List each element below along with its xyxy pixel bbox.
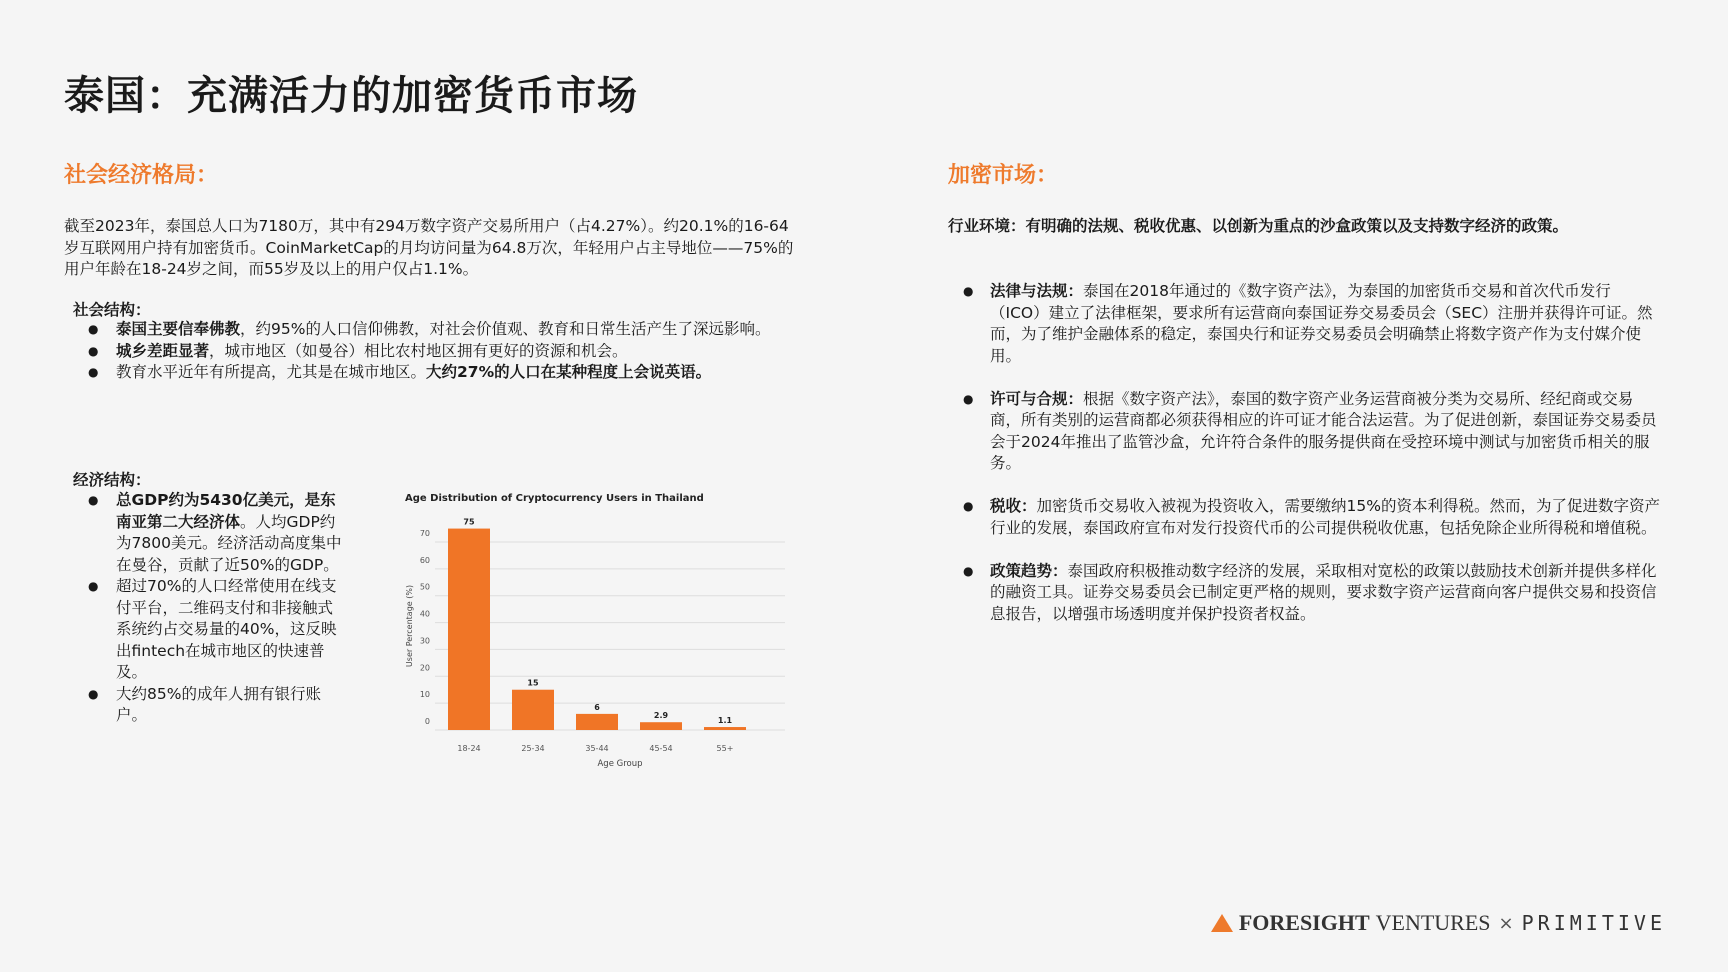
logo-separator: × [1498, 912, 1514, 934]
chart-data-label: 1.1 [717, 716, 733, 726]
chart-y-tick-label: 50 [419, 582, 430, 592]
list-item: ● 教育水平近年有所提高，尤其是在城市地区。大约27%的人口在某种程度上会说英语。 [74, 362, 800, 384]
socioeconomic-heading: 社会经济格局： [64, 163, 219, 188]
chart-x-tick-label: 25-34 [521, 744, 545, 753]
chart-x-tick-label: 45-54 [649, 744, 673, 753]
crypto-market-heading: 加密市场： [948, 163, 1059, 188]
chart-data-label: 15 [527, 678, 539, 688]
list-item: ● 许可与合规：根据《数字资产法》，泰国的数字资产业务运营商被分类为交易所、经纪商或交易商，所有类别的运营商都必须获得相应的许可证才能合法运营。为了促进创新，泰国证券交易委员会于2024年推出了监管沙盒，允许符合条件的服务提供商在受控环境中测试与加密货币相关的服务。 [948, 389, 1660, 475]
chart-x-axis-label: Age Group [597, 759, 643, 769]
logo-ventures: VENTURES [1375, 910, 1491, 935]
list-item: ● 总GDP约为5430亿美元，是东南亚第二大经济体。人均GDP约为7800美元。经济活动高度集中在曼谷，贡献了近50%的GDP。 [74, 490, 344, 576]
chart-x-tick-label: 35-44 [585, 744, 609, 753]
chart-x-ticks [457, 744, 733, 753]
chart-x-tick-label: 18-24 [457, 744, 481, 753]
chart-y-tick-label: 0 [424, 717, 430, 726]
chart-y-tick-label: 20 [419, 663, 430, 673]
chart-data-label: 2.9 [653, 711, 669, 721]
logo-primitive: PRIMITIVE [1521, 911, 1666, 935]
economic-structure-label: 经济结构： [73, 471, 151, 489]
list-item: ● 城乡差距显著，城市地区（如曼谷）相比农村地区拥有更好的资源和机会。 [74, 341, 800, 363]
chart-bar [704, 727, 746, 730]
chart-y-ticks [420, 529, 430, 726]
chart-bar [640, 722, 682, 730]
chart-bar [448, 529, 490, 730]
list-item: ● 泰国主要信奉佛教，约95%的人口信仰佛教，对社会价值观、教育和日常生活产生了深远影响。 [74, 319, 800, 341]
chart-bar [576, 714, 618, 730]
foresight-mark-icon [1211, 914, 1233, 932]
list-item: ● 超过70%的人口经常使用在线支付平台，二维码支付和非接触式系统约占交易量的40%，这反映出fintech在城市地区的快速普及。 [74, 576, 344, 684]
chart-y-tick-label: 10 [419, 690, 430, 700]
economic-structure-list [74, 490, 344, 727]
chart-x-tick-label: 55+ [716, 744, 734, 753]
chart-data-label: 75 [463, 517, 475, 527]
chart-bar [512, 690, 554, 730]
chart-y-axis-label: User Percentage (%) [405, 584, 414, 668]
chart-data-label: 6 [594, 702, 600, 712]
chart-y-tick-label: 30 [419, 636, 430, 646]
brand-logo [1211, 910, 1666, 936]
list-item: ● 大约85%的成年人拥有银行账户。 [74, 684, 344, 727]
chart-y-tick-label: 40 [419, 609, 430, 619]
chart-bars [448, 518, 746, 730]
social-structure-list [74, 319, 800, 384]
list-item: ● 法律与法规：泰国在2018年通过的《数字资产法》，为泰国的加密货币交易和首次代币发行（ICO）建立了法律框架，要求所有运营商向泰国证券交易委员会（SEC）注册并获得许可证。然而，为了维护金融体系的稳定，泰国央行和证券交易委员会明确禁止将数字资产作为支付媒介使用。 [948, 281, 1660, 367]
age-distribution-chart [400, 486, 790, 776]
chart-y-tick-label: 70 [419, 529, 430, 538]
list-item: ● 税收：加密货币交易收入被视为投资收入，需要缴纳15%的资本利得税。然而，为了促进数字资产行业的发展，泰国政府宣布对发行投资代币的公司提供税收优惠，包括免除企业所得税和增值税。 [948, 496, 1660, 539]
list-item: ● 政策趋势：泰国政府积极推动数字经济的发展，采取相对宽松的政策以鼓励技术创新并提供多样化的融资工具。证券交易委员会已制定更严格的规则，要求数字资产运营商向客户提供交易和投资信息报告，以增强市场透明度并保护投资者权益。 [948, 561, 1660, 626]
page-title: 泰国：充满活力的加密货币市场 [64, 73, 638, 119]
social-structure-label: 社会结构： [73, 301, 151, 319]
chart-y-tick-label: 60 [419, 555, 430, 565]
crypto-market-list [948, 281, 1660, 647]
industry-environment: 行业环境：有明确的法规、税收优惠、以创新为重点的沙盒政策以及支持数字经济的政策。 [948, 217, 1569, 235]
chart-title: Age Distribution of Cryptocurrency Users in Thailand [405, 493, 704, 504]
socioeconomic-intro: 截至2023年，泰国总人口为7180万，其中有294万数字资产交易所用户（占4.27%）。约20.1%的16-64岁互联网用户持有加密货币。CoinMarketCap的月均访问量为64.8万次，年轻用户占主导地位——75%的用户年龄在18-24岁之间，而55岁及以上的用户仅占1.1%。 [64, 217, 794, 278]
logo-foresight: FORESIGHT [1238, 910, 1370, 935]
